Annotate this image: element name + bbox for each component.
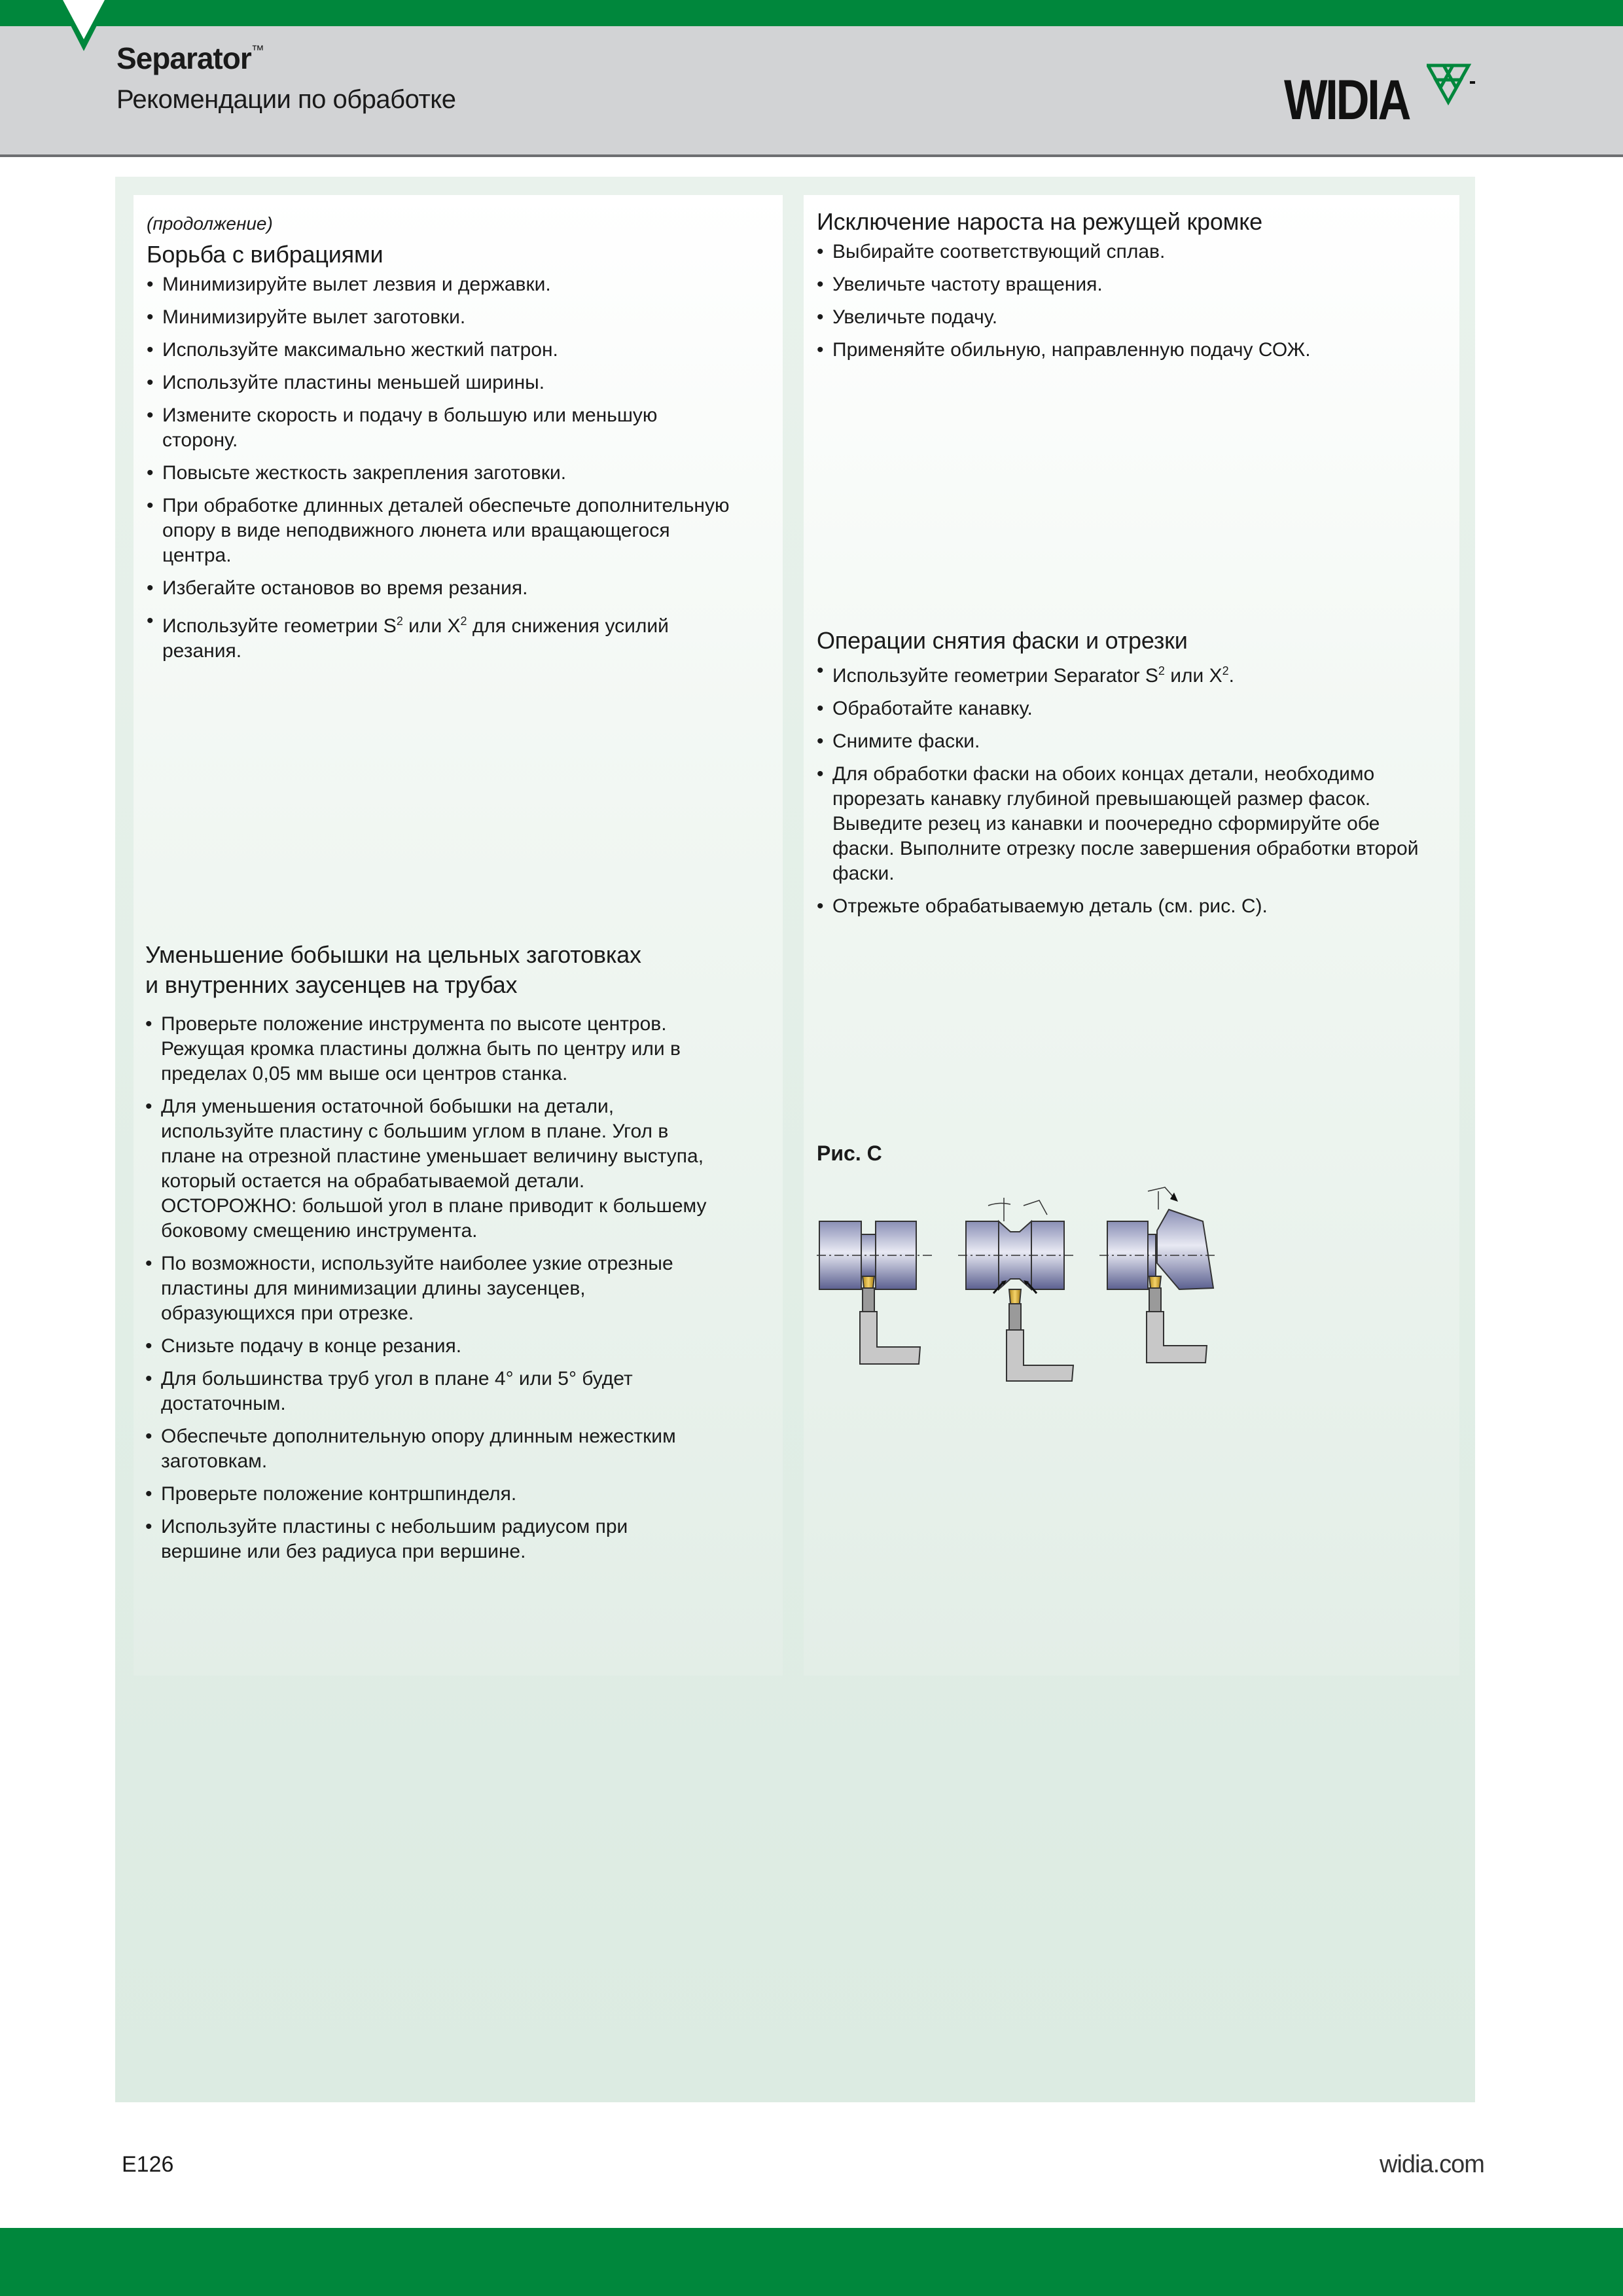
logo-triangles-icon — [1427, 63, 1479, 109]
page-title: Separator™ — [116, 41, 264, 75]
list-item: • Выбирайте соответствующий сплав. — [817, 240, 1432, 264]
boss-section — [145, 940, 747, 1572]
chamfer-list — [817, 658, 1419, 919]
builtup-list — [817, 240, 1432, 363]
boss-heading: Уменьшение бобышки на цельных заготовках и внутренних заусенцев на трубах — [145, 941, 641, 998]
list-item: • Снимите фаски. — [817, 729, 1419, 754]
list-item: • Используйте максимально жесткий патрон. — [147, 338, 736, 363]
list-item: • Минимизируйте вылет лезвия и державки. — [147, 272, 736, 297]
list-item: • Обеспечьте дополнительную опору длинным нежестким заготовкам. — [145, 1424, 721, 1474]
vibration-list — [147, 272, 736, 664]
chamfer-heading: Операции снятия фаски и отрезки — [817, 627, 1188, 654]
builtup-heading: Исключение нароста на режущей кромке — [817, 208, 1262, 235]
list-item: • Увеличьте частоту вращения. — [817, 272, 1432, 297]
workpiece-3 — [1099, 1187, 1217, 1363]
list-item: • Используйте геометрии $S^2$ или $X^2$ для снижения усилий резания. — [147, 609, 725, 664]
vibration-section — [147, 241, 736, 672]
chamfer-section — [817, 627, 1432, 927]
list-item: • При обработке длинных деталей обеспечьте дополнительную опору в виде неподвижного люнета или вращающегося центра. — [147, 493, 738, 568]
list-item: • Используйте пластины с небольшим радиусом при вершине или без радиуса при вершине. — [145, 1515, 698, 1564]
bottom-green-bar — [0, 2228, 1623, 2296]
figure-label: Рис. C — [817, 1141, 882, 1165]
list-item: • Минимизируйте вылет заготовки. — [147, 305, 736, 330]
widia-logo — [1284, 63, 1474, 135]
right-column — [804, 195, 1459, 1676]
builtup-section — [817, 208, 1432, 370]
top-green-bar — [0, 0, 1623, 26]
list-item: • Используйте пластины меньшей ширины. — [147, 370, 736, 395]
header-notch-inner — [63, 0, 105, 39]
list-item: • Используйте геометрии Separator $S^2$ или $X^2$. — [817, 658, 1419, 689]
vibration-heading: Борьба с вибрациями — [147, 241, 383, 268]
list-item: • Снизьте подачу в конце резания. — [145, 1334, 721, 1359]
boss-list — [145, 1012, 721, 1564]
list-item: • Обработайте канавку. — [817, 696, 1419, 721]
list-item: • Отрежьте обрабатываемую деталь (см. рис. C). — [817, 894, 1419, 919]
list-item: • Применяйте обильную, направленную подачу СОЖ. — [817, 338, 1432, 363]
workpiece-2 — [958, 1198, 1073, 1381]
website-link[interactable]: widia.com — [1380, 2151, 1484, 2178]
continued-note: (продолжение) — [147, 213, 273, 234]
list-item: • Измените скорость и подачу в большую или меньшую сторону. — [147, 403, 699, 453]
list-item: • Повысьте жесткость закрепления заготовки. — [147, 461, 736, 486]
list-item: • Увеличьте подачу. — [817, 305, 1432, 330]
list-item: • Для обработки фаски на обоих концах детали, необходимо прорезать канавку глубиной превышающей размер фасок. Выведите резец из канавки и поочередно сформируйте обе фаски. Выполните отрезку после завершения обработки второй фаски. — [817, 762, 1421, 886]
list-item: • Для уменьшения остаточной бобышки на детали, используйте пластину с большим углом в плане. Угол в плане на отрезной пластине уменьшает величину выступа, который остается на обрабатываемой детали. ОСТОРОЖНО: большой угол в плане приводит к большему боковому смещению инструмента. — [145, 1094, 721, 1244]
list-item: • Проверьте положение контршпинделя. — [145, 1482, 721, 1507]
list-item: • Избегайте остановов во время резания. — [147, 576, 736, 601]
list-item: • Для большинства труб угол в плане 4° или 5° будет достаточным. — [145, 1367, 698, 1416]
figure-c-illustration — [817, 1178, 1222, 1388]
page-subtitle: Рекомендации по обработке — [116, 85, 456, 114]
list-item: • По возможности, используйте наиболее узкие отрезные пластины для минимизации длины заусенцев, образующихся при отрезке. — [145, 1251, 721, 1326]
page-number: E126 — [122, 2152, 174, 2177]
workpiece-1 — [817, 1221, 933, 1364]
logo-wordmark: WIDIA — [1284, 69, 1410, 132]
list-item: • Проверьте положение инструмента по высоте центров. Режущая кромка пластины должна быть по центру или в пределах 0,05 мм выше оси центров станка. — [145, 1012, 721, 1086]
